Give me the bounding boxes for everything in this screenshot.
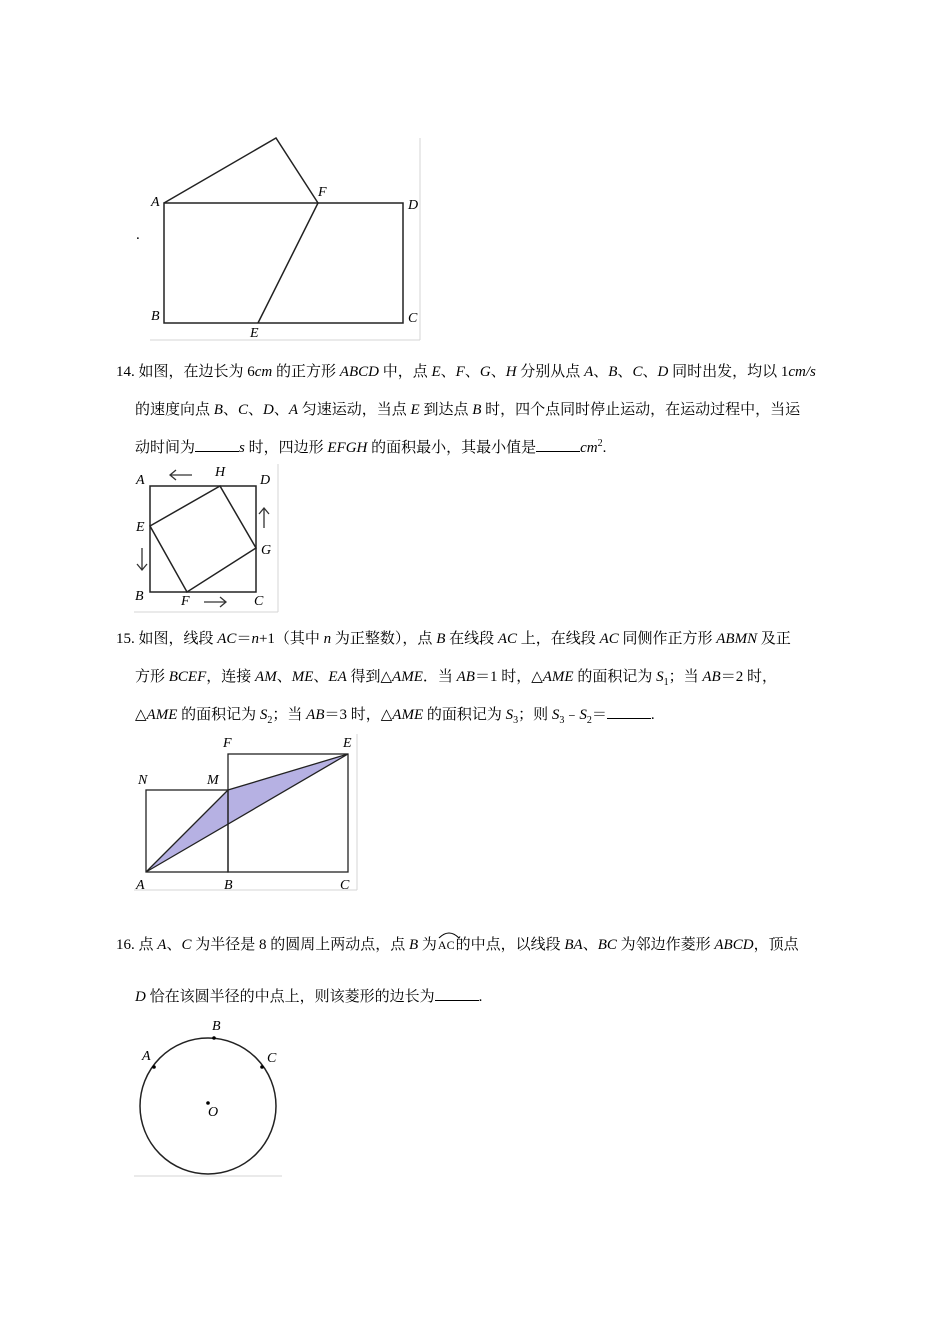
q16-label-b: B — [212, 1019, 221, 1034]
q13-label-e: E — [250, 326, 259, 341]
q16-label-c: C — [267, 1051, 277, 1066]
q14-label-d: D — [260, 473, 271, 488]
q15-line-1: 15. 如图，线段 AC＝n+1（其中 n 为正整数），点 B 在线段 AC 上，在线段 AC 同侧作正方形 ABMN 及正 — [116, 631, 791, 647]
q14-line-3: 动时间为 s 时，四边形 EFGH 的面积最小，其最小值是 $cm^2$. — [135, 438, 607, 456]
q15-label-a: A — [136, 878, 145, 893]
q14-line-1: 14. 如图，在边长为 6cm 的正方形 ABCD 中，点 E、F、G、H 分别从点 A、B、C、D 同时出发，均以 1cm/s — [116, 364, 816, 380]
q15-line-3: △AME 的面积记为 $S_2$；当 AB＝3 时，△AME 的面积记为 $S_3$；则 $S_3﹣S_2=$ . — [135, 703, 655, 726]
q16-label-o: O — [208, 1105, 219, 1120]
arc-ac: AC — [437, 937, 456, 954]
q15-label-m: M — [207, 773, 219, 788]
q13-label-a: A — [151, 195, 160, 210]
q16-label-a: A — [142, 1049, 151, 1064]
q13-figure — [140, 130, 430, 345]
q14-label-e: E — [136, 520, 145, 535]
q14-label-b: B — [135, 589, 144, 604]
q14-figure — [130, 460, 282, 616]
q14-label-g: G — [261, 543, 272, 558]
q14-label-a: A — [136, 473, 145, 488]
q13-label-d: D — [408, 198, 419, 213]
arc-symbol — [437, 929, 461, 939]
q14-label-h: H — [215, 465, 226, 480]
q14-label-c: C — [254, 594, 264, 609]
answer-blank[interactable] — [536, 437, 580, 452]
q15-label-e: E — [343, 736, 352, 751]
q15-label-b: B — [224, 878, 233, 893]
q13-label-c: C — [408, 311, 418, 326]
q13-label-f: F — [318, 185, 327, 200]
q13-label-b: B — [151, 309, 160, 324]
q15-line-2: 方形 BCEF，连接 AM、ME、EA 得到△AME．当 AB＝1 时，△AME 的面积记为 $S_1$；当 AB＝2 时， — [135, 669, 777, 688]
answer-blank[interactable] — [607, 704, 651, 719]
q15-label-f: F — [223, 736, 232, 751]
q15-figure — [130, 730, 362, 895]
q14-line-2: 的速度向点 B、C、D、A 匀速运动，当点 E 到达点 B 时，四个点同时停止运动，在运动过程中，当运 — [135, 402, 801, 418]
q14-label-f: F — [181, 594, 190, 609]
answer-blank[interactable] — [195, 437, 239, 452]
q16-line-1: 16. 点 A、C 为半径是 8 的圆周上两动点，点 B 为 AC的中点，以线段 BA、BC 为邻边作菱形 ABCD，顶点 — [116, 933, 799, 954]
q16-line-2: D 恰在该圆半径的中点上，则该菱形的边长为 . — [135, 985, 482, 1006]
answer-blank[interactable] — [435, 986, 479, 1001]
q15-label-c: C — [340, 878, 350, 893]
q15-label-n: N — [138, 773, 148, 788]
q16-figure — [130, 1010, 290, 1182]
q13-dot: . — [136, 227, 140, 243]
